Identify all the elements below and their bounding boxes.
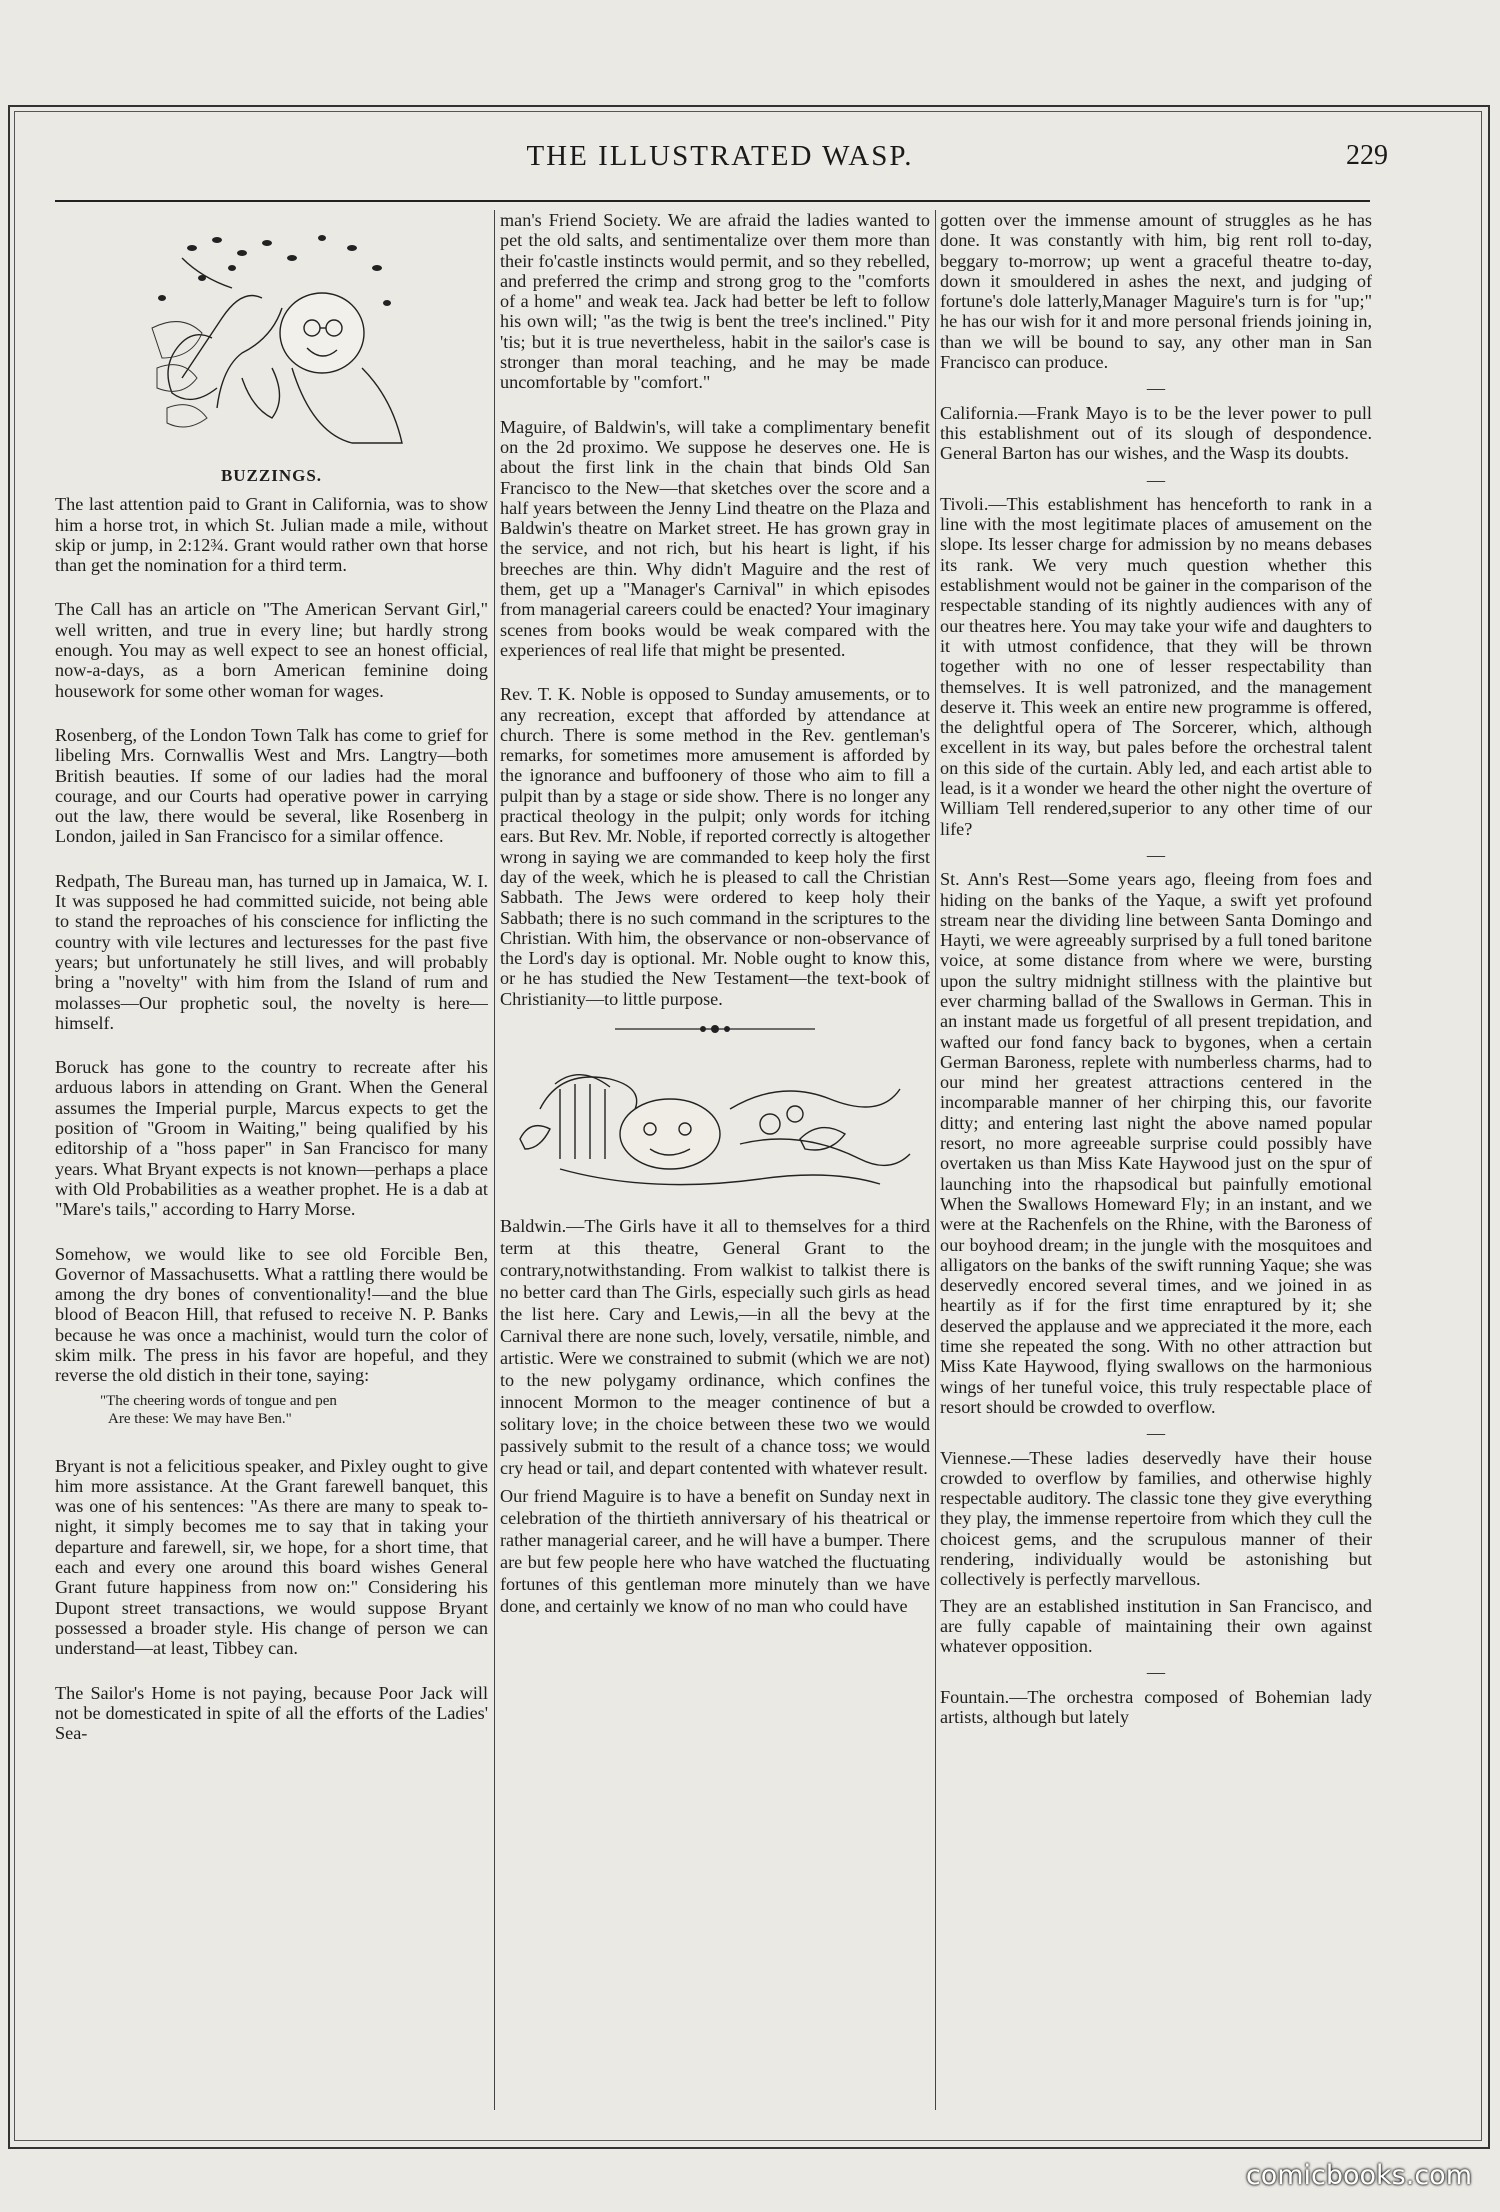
ornament-rule (500, 1019, 930, 1039)
separator-dash: — (1146, 378, 1166, 399)
header-rule (55, 200, 1370, 202)
paragraph: The Sailor's Home is not paying, because Poor Jack will not be domesticated in spite of all the efforts of the Ladies' Sea- (55, 1682, 488, 1744)
paragraph: The Call has an article on "The American Servant Girl," well written, and true in every line; but hardly strong enough. You may as well expect to see an honest official, now-a-days, as a born American feminine doing housework for some other woman for wages. (55, 599, 488, 701)
paragraph: Baldwin.—The Girls have it all to themselves for a third term at this theatre, General Grant to the contrary,notwithstanding. From walkist to talkist there is no better card than The Girls, especially such girls as head the list here. Cary and Lewis,—in all the bevy at the Carnival there are none such, lovely, versatile, nimble, and artistic. Were we constrained to submit (which we are not) to the new polygamy ordinance, which confines the innocent Mormon to the meager continence of but a solitary love; in the choice between these two we would passively submit to the result of a chance toss; we would cry head or tail, and depart contented with whatever result. (500, 1215, 930, 1478)
paragraph: Fountain.—The orchestra composed of Bohemian lady artists, although but lately (940, 1686, 1372, 1728)
page-number: 229 (1346, 140, 1388, 171)
paragraph: gotten over the immense amount of struggles as he has done. It was constantly with him, big rent roll to-day, beggary to-morrow; up went a graceful theatre to-day, down it smouldered in ashes the next, and judging of fortune's dole latterly,Manager Maguire's turn is for "up;" he has our wish for it and more personal friends joining in, than we will be bound to say, any other man in San Francisco can produce. (940, 210, 1372, 373)
separator-dash: — (1146, 1423, 1166, 1444)
buzzings-illustration (122, 218, 422, 458)
paragraph: Our friend Maguire is to have a benefit on Sunday next in celebration of the thirtieth anniversary of his theatrical or rather managerial career, and he will have a bumper. There are but few people here who have watched the fluctuating fortunes of this gentleman more minutely than we have done, and certainly we know of no man who could have (500, 1485, 930, 1616)
column-2 (500, 210, 930, 2110)
quotation-line: "The cheering words of tongue and pen (100, 1392, 337, 1409)
paragraph: Viennese.—These ladies deservedly have their house crowded to overflow by families, and otherwise highly respectable auditory. The classic tone they give everything they play, the immense repertoire from which they cull the choicest gems, and the scrupulous manner of their rendering, individually would be astonishing but collectively is perfectly marvellous. (940, 1447, 1372, 1590)
column-3 (940, 210, 1372, 2110)
paragraph: Tivoli.—This establishment has henceforth to rank in a line with the most legitimate places of amusement on the slope. Its lesser charge for admission by no means debases its rank. We very much question whether this establishment would not be gainer in the comparison of the respectable standing of its nightly audiences with any of our theatres here. You may take your wife and daughters to it with utmost confidence, that they will be thrown together with no one of lesser respectability than themselves. It is well patronized, and the management deserve it. This week an entire new programme is offered, the delightful opera of The Sorcerer, which, although excellent in its way, but pales before the orchestral talent on this side of the curtain. Ably led, and each artist able to lead, is it a wonder we heard the other night the overture of William Tell rendered,superior to any other time of our life? (940, 493, 1372, 839)
separator-dash: — (1146, 844, 1166, 865)
watermark: comicbooks.com (1245, 2160, 1472, 2191)
paragraph: Maguire, of Baldwin's, will take a complimentary benefit on the 2d proximo. We suppose he deserves one. He is about the first link in the chain that binds Old San Francisco to the New—that sketches over the score and a half years between the Jenny Lind theatre on the Plaza and Baldwin's theatre on Market street. He has grown gray in the service, and not rich, but his heart is light, if his breeches are thin. Why didn't Maguire and the rest of them, get up a "Manager's Carnival" in which episodes from managerial careers could be enacted? Your imaginary scenes from books would be weak compared with the experiences of real life that might be presented. (500, 416, 930, 660)
page-header (60, 140, 1388, 180)
quotation (55, 1392, 488, 1428)
column-rule (935, 210, 936, 2110)
column-1 (55, 210, 488, 2110)
paragraph: Bryant is not a felicitious speaker, and Pixley ought to give him more assistance. At the Grant farewell banquet, this was one of his sentences: "As there are many to speak to-night, it simply becomes me to say that in taking your departure and farewell, sir, we hope, for a short time, that each and every one around this board wishes General Grant future happiness from now on:" Considering his Dupont street transactions, we would suppose Bryant possessed a broader style. His change of person we can understand—at least, Tibbey can. (55, 1455, 488, 1659)
separator-dash: — (1146, 469, 1166, 490)
paragraph: They are an established institution in San Francisco, and are fully capable of maintaining their own against whatever opposition. (940, 1595, 1372, 1657)
paragraph: Somehow, we would like to see old Forcible Ben, Governor of Massachusetts. What a rattling there would be among the dry bones of conventionality!—and the blue blood of Beacon Hill, that refused to receive N. P. Banks because he was once a machinist, would turn the color of skim milk. The press in his favor are hopeful, and they reverse the old distich in their tone, saying: (55, 1243, 488, 1386)
paragraph: man's Friend Society. We are afraid the ladies wanted to pet the old salts, and sentimentalize over them more than their fo'castle instincts would permit, and so they rebelled, and preferred the crimp and strong grog to the "comforts of a home" and weak tea. Jack had better be left to follow his own will; "as the twig is bent the tree's inclined." Pity 'tis; but it is true nevertheless, habit in the sailor's case is stronger than moral teaching, and he may be made uncomfortable by "comfort." (500, 210, 930, 393)
paragraph: Redpath, The Bureau man, has turned up in Jamaica, W. I. It was supposed he had committed suicide, not being able to stand the reproaches of his conscience for inflicting the country with vile lectures and lecturesses for the past five years; but unfortunately he still lives, and will probably bring a "novelty" with him from the Island of rum and molasses—Our prophetic soul, the novelty is here—himself. (55, 870, 488, 1033)
column-rule (494, 210, 495, 2110)
quotation-line: Are these: We may have Ben." (108, 1410, 292, 1427)
page-title: THE ILLUSTRATED WASP. (526, 140, 914, 172)
theatre-ornament-illustration (500, 1049, 930, 1199)
paragraph: Boruck has gone to the country to recreate after his arduous labors in attending on Grant. When the General assumes the Imperial purple, Marcus expects to get the position of "Groom in Waiting," being qualified by his editorship of a "hoss paper" in San Francisco for many years. What Bryant expects is not known—perhaps a place with Old Probabilities as a weather prophet. He is a dab at "Mare's tails," according to Harry Morse. (55, 1057, 488, 1220)
paragraph: Rev. T. K. Noble is opposed to Sunday amusements, or to any recreation, except that afforded by attendance at church. There is some method in the Rev. gentleman's remarks, for sometimes more amusement is afforded by the ignorance and buffoonery of those who aim to fill a pulpit than by a stage or side show. There is no longer any practical theology in the pulpit; only words for itching ears. But Rev. Mr. Noble, if reported correctly is altogether wrong in saying we are commanded to keep holy the first day of the week, which he is pleased to call the Christian Sabbath. The Jews were ordered to keep holy their Sabbath; there is no such command in the scriptures to the Christian. With him, the observance or non-observance of the Lord's day is optional. Mr. Noble ought to know this, or he has studied the New Testament—the text-book of Christianity—to little purpose. (500, 684, 930, 1009)
separator-dash: — (1146, 1662, 1166, 1683)
paragraph: Rosenberg, of the London Town Talk has come to grief for libeling Mrs. Cornwallis West and Mrs. Langtry—both British beauties. If some of our ladies had the moral courage, and our Courts had operative power in carrying out the law, there would be several, like Rosenberg in London, jailed in San Francisco for a similar offence. (55, 724, 488, 847)
section-heading: BUZZINGS. (220, 466, 323, 485)
paragraph: California.—Frank Mayo is to be the lever power to pull this establishment out of its slough of despondence. General Barton has our wishes, and the Wasp its doubts. (940, 402, 1372, 464)
paragraph: The last attention paid to Grant in California, was to show him a horse trot, in which St. Julian made a mile, without skip or jump, in 2:12¾. Grant would rather own that horse than get the nomination for a third term. (55, 494, 488, 576)
paragraph: St. Ann's Rest—Some years ago, fleeing from foes and hiding on the banks of the Yaque, a swift yet profound stream near the dividing line between Santa Domingo and Hayti, we were agreeably surprised by a full toned baritone voice, at some distance from where we were, bursting upon the sultry midnight stillness with the plaintive but ever charming ballad of the Swallows in German. This in an instant made us forgetful of all present trepidation, and wafted our fond fancy back to bygones, when a certain German Baroness, replete with numberless charms, had to our mind her greatest attractions centered in the incomparable manner of her chirping this, our favorite ditty; and entering last night the above named popular resort, no more agreeable surprise could possibly have overtaken us than Miss Kate Haywood just on the spur of launching into the rhapsodical but painfully emotional When the Swallows Homeward Fly; in an instant, and we were at the Rachenfels on the Rhine, with the Baroness of our boyhood dream; in the jungle with the mosquitoes and alligators on the banks of the swift running Yaque; she was deservedly encored several times, and we joined in as heartily as if for the first time enraptured by it; she deserved the applause and we appreciated it the more, each time she repeated the song. With no other attraction but Miss Kate Haywood, flying swallows on the harmonious wings of her tuneful voice, this truly respectable place of resort should be crowded to overflow. (940, 869, 1372, 1417)
